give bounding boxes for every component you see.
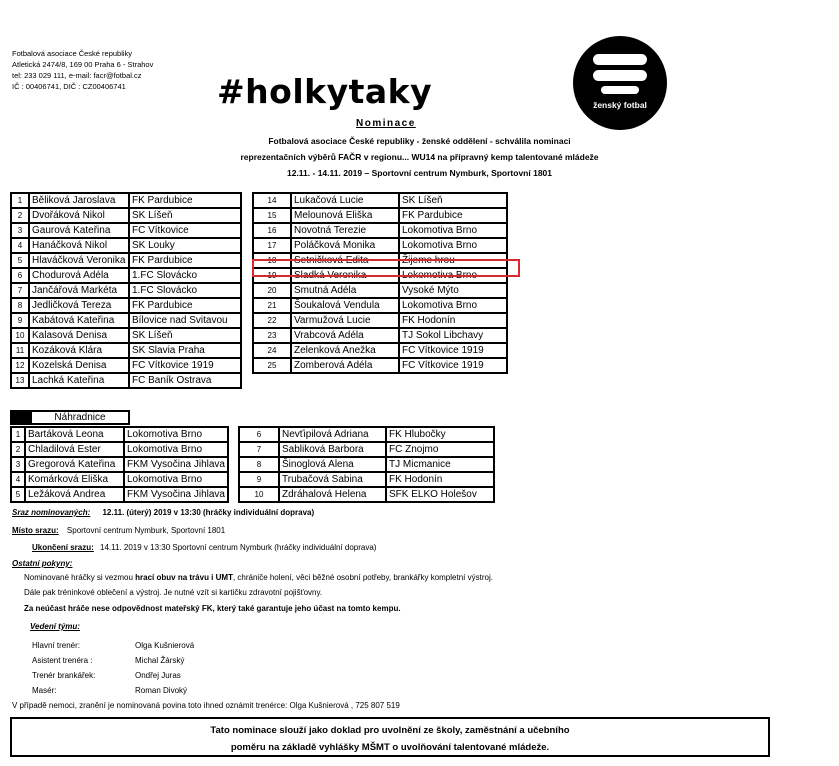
player-name: Bartáková Leona [25,427,124,442]
player-number: 14 [253,193,291,208]
player-number: 20 [253,283,291,298]
player-name: Sladká Veronika [291,268,399,283]
player-name: Zdráhalová Helena [279,487,386,502]
player-club: 1.FC Slovácko [129,268,241,283]
player-club: FC Vítkovice 1919 [129,358,241,373]
player-club: Vysoké Mýto [399,283,507,298]
player-club: SK Líšeň [399,193,507,208]
player-club: SK Louky [129,238,241,253]
pokyny-1a: Nominované hráčky si vezmou [24,573,136,582]
org-address [12,48,153,92]
player-name: Setničková Edita [291,253,399,268]
player-club: Bílovice nad Svitavou [129,313,241,328]
hashtag-title: #holkytaky [217,72,433,111]
player-number: 5 [11,253,29,268]
substitute-row [239,427,494,442]
player-name: Šinoglová Alena [279,457,386,472]
player-name: Trubačová Sabina [279,472,386,487]
player-club: FC Vítkovice [129,223,241,238]
player-name: Smutná Adéla [291,283,399,298]
substitute-row [11,427,228,442]
player-row [11,298,241,313]
highlight-box [252,259,520,277]
player-number: 3 [11,223,29,238]
final-note-line-1: Tato nominace slouží jako doklad pro uvolnění ze školy, zaměstnání a učebního [210,725,570,736]
logo-bar-icon [593,70,647,81]
logo-bar-icon [593,54,647,65]
player-number: 24 [253,343,291,358]
player-row [11,268,241,283]
player-club: FC Znojmo [386,442,494,457]
org-line: Atletická 2474/8, 169 00 Praha 6 - Strahov [12,60,154,69]
player-name: Gregorová Kateřina [25,457,124,472]
player-club: FK Pardubice [399,208,507,223]
player-club: Lokomotiva Brno [124,427,228,442]
players-table-left [10,192,242,389]
player-number: 10 [11,328,29,343]
player-name: Hlaváčková Veronika [29,253,129,268]
player-name: Komárková Eliška [25,472,124,487]
player-name: Varmužová Lucie [291,313,399,328]
player-club: Lokomotiva Brno [124,442,228,457]
player-name: Poláčková Monika [291,238,399,253]
staff-role: Asistent trenéra : [32,656,93,665]
player-number: 21 [253,298,291,313]
pokyny-1b: hrací obuv na trávu i UMT [135,573,233,582]
subs-table-right [238,426,495,503]
pokyny-1c: , chrániče holení, věci běžné osobní potřeby, brankářky kompletní výstroj. [232,573,493,582]
black-square [10,410,30,425]
player-number: 6 [11,268,29,283]
substitute-row [239,457,494,472]
player-row [11,373,241,388]
player-number: 7 [239,442,279,457]
player-club: FK Pardubice [129,253,241,268]
player-club: FK Pardubice [129,193,241,208]
substitute-row [239,487,494,502]
player-row [253,208,507,223]
substitute-row [11,487,228,502]
player-number: 1 [11,427,25,442]
player-name: Melounová Eliška [291,208,399,223]
player-name: Kozelská Denisa [29,358,129,373]
player-number: 18 [253,253,291,268]
vedeni-label [30,622,80,631]
player-name: Chodurová Adéla [29,268,129,283]
org-line: IČ : 00406741, DIČ : CZ00406741 [12,82,126,91]
staff-name: Ondřej Juras [135,671,181,680]
player-row [11,238,241,253]
nomination-title: Nominace [356,118,416,129]
staff-name: Olga Kušnierová [135,641,195,650]
pokyny-label [12,559,72,568]
player-club: SK Líšeň [129,328,241,343]
player-row [253,283,507,298]
org-line: tel: 233 029 111, e-mail: facr@fotbal.cz [12,71,142,80]
player-number: 23 [253,328,291,343]
substitute-row [239,442,494,457]
sraz-label: Sraz nominovaných: [12,508,91,517]
player-row [11,328,241,343]
player-number: 7 [11,283,29,298]
vedeni-label-text: Vedení týmu: [30,622,80,631]
player-name: Běliková Jaroslava [29,193,129,208]
player-name: Dvořáková Nikol [29,208,129,223]
player-club: SK Líšeň [129,208,241,223]
misto-label: Místo srazu: [12,526,59,535]
pokyny-line-3: Za neúčast hráče nese odpovědnost mateřský FK, který také garantuje jeho účast na tomto kempu. [24,604,401,613]
player-club: TJ Micmanice [386,457,494,472]
player-number: 8 [239,457,279,472]
player-club: FC Vítkovice 1919 [399,343,507,358]
player-row [253,343,507,358]
misto-row [12,526,225,535]
player-name: Kabátová Kateřina [29,313,129,328]
substitutes-label: Náhradnice [30,410,130,425]
player-row [253,193,507,208]
player-row [11,253,241,268]
pokyny-line-2: Dále pak tréninkové oblečení a výstroj. Je nutné vzít si kartičku zdravotní pojišťovny. [24,588,323,597]
zensky-fotbal-logo [573,36,667,130]
player-club: Lokomotiva Brno [399,268,507,283]
player-name: Gaurová Kateřina [29,223,129,238]
player-row [11,283,241,298]
player-club: Lokomotiva Brno [399,238,507,253]
player-name: Jedličková Tereza [29,298,129,313]
final-note-box [10,717,770,757]
nomination-line-1: Fotbalová asociace České republiky - ženské oddělení - schválila nominaci [268,136,571,146]
player-row [11,358,241,373]
player-row [253,358,507,373]
player-club: SFK ELKO Holešov [386,487,494,502]
sraz-value: 12.11. (úterý) 2019 v 13:30 (hráčky individuální doprava) [102,508,315,517]
player-number: 6 [239,427,279,442]
player-row [11,313,241,328]
player-club: FKM Vysočina Jihlava [124,487,228,502]
player-club: SK Slavia Praha [129,343,241,358]
player-row [253,223,507,238]
player-number: 17 [253,238,291,253]
player-name: Kozáková Klára [29,343,129,358]
player-name: Ležáková Andrea [25,487,124,502]
player-number: 9 [11,313,29,328]
pokyny-line-1 [24,573,493,582]
player-name: Zomberová Adéla [291,358,399,373]
player-number: 5 [11,487,25,502]
ukonceni-label: Ukončení srazu: [32,543,94,552]
substitute-row [11,457,228,472]
players-table-right [252,192,508,374]
substitute-row [239,472,494,487]
player-club: Lokomotiva Brno [399,298,507,313]
pokyny-label-text: Ostatní pokyny: [12,559,73,568]
illness-note: V případě nemoci, zranění je nominovaná povina toto ihned oznámit trenérce: Olga Kušnierová , 725 807 519 [12,701,400,710]
nomination-line-2: reprezentačních výběrů FAČR v regionu... WU14 na přípravný kemp talentované mládeže [240,152,599,162]
player-name: Lachká Kateřina [29,373,129,388]
player-name: Kalasová Denisa [29,328,129,343]
player-number: 16 [253,223,291,238]
player-name: Nevťipilová Adriana [279,427,386,442]
player-number: 2 [11,208,29,223]
staff-name: Roman Divoký [135,686,188,695]
player-club: Žijeme hrou [399,253,507,268]
player-number: 8 [11,298,29,313]
subs-table-left [10,426,229,503]
player-number: 4 [11,472,25,487]
player-row [11,193,241,208]
sraz-row [12,508,314,517]
player-row [253,328,507,343]
ukonceni-row [32,543,376,552]
player-number: 10 [239,487,279,502]
player-name: Sabliková Barbora [279,442,386,457]
nomination-line-3: 12.11. - 14.11. 2019 – Sportovní centrum Nymburk, Sportovní 1801 [286,168,553,178]
player-club: FC Vítkovice 1919 [399,358,507,373]
player-number: 2 [11,442,25,457]
player-row [253,238,507,253]
player-number: 15 [253,208,291,223]
player-name: Vrabcová Adéla [291,328,399,343]
player-club: Lokomotiva Brno [124,472,228,487]
misto-value: Sportovní centrum Nymburk, Sportovní 1801 [66,526,226,535]
player-row [253,313,507,328]
player-number: 4 [11,238,29,253]
staff-role: Masér: [32,686,57,695]
player-name: Šoukalová Vendula [291,298,399,313]
staff-role: Hlavní trenér: [32,641,81,650]
staff-role: Trenér brankářek: [32,671,96,680]
logo-text: ženský fotbal [593,100,647,110]
player-name: Novotná Terezie [291,223,399,238]
player-club: FKM Vysočina Jihlava [124,457,228,472]
player-number: 25 [253,358,291,373]
player-number: 9 [239,472,279,487]
player-row [11,223,241,238]
player-row [11,208,241,223]
player-club: FK Pardubice [129,298,241,313]
player-row [11,343,241,358]
player-name: Chladilová Ester [25,442,124,457]
final-note-line-2: poměru na základě vyhlášky MŠMT o uvolňování talentované mládeže. [230,742,550,753]
ukonceni-value: 14.11. 2019 v 13:30 Sportovní centrum Nymburk (hráčky individuální doprava) [100,543,377,552]
player-name: Jančářová Markéta [29,283,129,298]
staff-name: Michal Žárský [135,656,185,665]
player-club: FK Hlubočky [386,427,494,442]
player-club: FK Hodonín [399,313,507,328]
player-number: 11 [11,343,29,358]
player-name: Hanáčková Nikol [29,238,129,253]
player-club: Lokomotiva Brno [399,223,507,238]
substitute-row [11,442,228,457]
player-row [253,298,507,313]
player-name: Zelenková Anežka [291,343,399,358]
player-club: TJ Sokol Libchavy [399,328,507,343]
player-number: 3 [11,457,25,472]
player-club: FC Baník Ostrava [129,373,241,388]
player-name: Lukačová Lucie [291,193,399,208]
player-club: FK Hodonín [386,472,494,487]
player-club: 1.FC Slovácko [129,283,241,298]
player-number: 1 [11,193,29,208]
player-number: 13 [11,373,29,388]
player-number: 22 [253,313,291,328]
player-number: 19 [253,268,291,283]
org-line: Fotbalová asociace České republiky [12,49,133,58]
logo-bar-icon [601,86,639,94]
player-number: 12 [11,358,29,373]
substitute-row [11,472,228,487]
